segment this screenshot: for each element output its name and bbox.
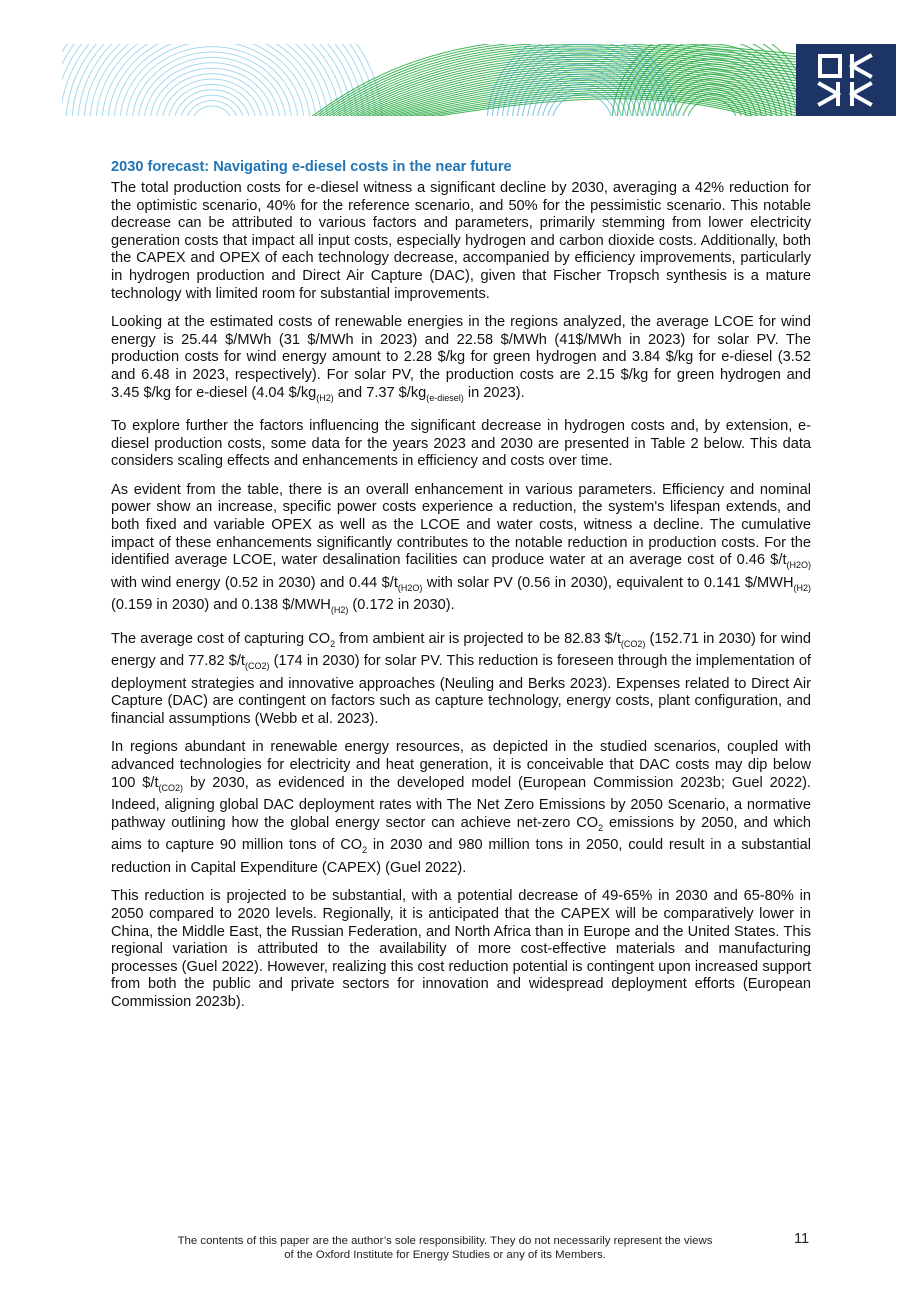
wave-line: [108, 44, 316, 116]
subscript: (CO2): [620, 638, 646, 649]
text-run: and 7.37 $/kg: [333, 384, 427, 401]
text-run: (174 in 2030) for solar PV. This reduction is foreseen through the implementation of deployment strategies and innovative approaches (Neuling and Berks 2023). Expenses related to Direct Air Capture (DAC) are contingent on factors such as capture technology, energy costs, plant configuration, and financial assumptions (Webb et al. 2023).: [111, 653, 811, 727]
text-run: In regions abundant in renewable energy resources, as depicted in the studied scenarios, coupled with advanced technologies for electricity and heat generation, it is conceivable that DAC costs may dip below 100 $/t: [111, 739, 811, 791]
subscript: (e-diesel): [426, 392, 464, 403]
text-run: Looking at the estimated costs of renewable energies in the regions analyzed, the average LCOE for wind energy is 25.44 $/MWh (31 $/MWh in 2023) and 22.58 $/MWh (41$/MWh in 2023) for solar PV. The production costs for wind energy amount to 2.28 $/kg for green hydrogen and 3.84 $/kg for e-diesel (3.52 and 6.48 in 2023, respectively). For solar PV, the production costs are 2.15 $/kg for green hydrogen and 3.45 $/kg for e-diesel (4.04 $/kg: [111, 314, 811, 401]
wave-line: [114, 44, 310, 116]
paragraph-1: [111, 180, 811, 303]
green-blue-wave-banner: [62, 44, 896, 116]
subscript: (H2O): [397, 582, 423, 593]
disclaimer-line-2: of the Oxford Institute for Energy Studies or any of its Members.: [284, 1249, 606, 1261]
subscript: (H2): [793, 582, 811, 593]
subscript: (CO2): [244, 661, 270, 672]
text-run: The average cost of capturing CO: [111, 630, 331, 647]
document-body: [111, 158, 811, 1023]
section-heading: 2030 forecast: Navigating e-diesel costs in the near future: [111, 159, 512, 175]
text-run: (0.172 in 2030).: [348, 597, 455, 614]
subscript: 2: [598, 822, 604, 833]
disclaimer-line-1: The contents of this paper are the author’s sole responsibility. They do not necessarily represent the views: [177, 1235, 713, 1247]
text-run: This reduction is projected to be substantial, with a potential decrease of 49-65% in 2030 and 65-80% in 2050 compared to 2020 levels. Regionally, it is anticipated that the CAPEX will be comparatively lower in China, the Middle East, the Russian Federation, and North Africa than in Europe and the United States. This regional variation is attributed to the availability of more cost-effective materials and manufacturing processes (Guel 2022). However, realizing this cost reduction potential is contingent upon increased support from both the public and private sectors for innovation and widespread deployment efforts (European Commission 2023b).: [111, 888, 811, 1010]
paragraph-7: [111, 888, 811, 1011]
wave-line: [78, 44, 346, 116]
wave-line: [192, 106, 232, 116]
paragraph-3: [111, 418, 811, 471]
text-run: in 2030 and 980 million tons in 2050, could result in a substantial reduction in Capital Expenditure (CAPEX) (Guel 2022).: [111, 837, 812, 876]
text-run: The total production costs for e-diesel witness a significant decline by 2030, averaging a 42% reduction for the optimistic scenario, 40% for the reference scenario, and 50% for the pessimistic scenario. This notable decrease can be attributed to various factors and parameters, primarily stemming from lower electricity generation costs that impact all input costs, especially hydrogen and carbon dioxide costs. Additionally, both the CAPEX and OPEX of each technology decrease, accompanied by efficiency improvements, particularly in hydrogen production and Direct Air Capture (DAC), given that Fischer Tropsch synthesis is a mature technology with limited room for substantial improvements.: [111, 180, 811, 302]
footer-disclaimer: [140, 1234, 750, 1262]
subscript: (H2): [330, 605, 349, 616]
wave-line: [96, 44, 328, 116]
text-run: from ambient air is projected to be 82.83 $/t: [335, 630, 621, 647]
paragraph-6: [111, 739, 811, 877]
wave-line: [138, 57, 286, 116]
subscript: (CO2): [158, 782, 184, 793]
wave-line: [186, 101, 238, 116]
page-number: 11: [794, 1231, 810, 1247]
text-run: (0.159 in 2030) and 0.138 $/MWH: [111, 597, 331, 614]
text-run: emissions by 2050, and which aims to capture 90 million tons of CO: [111, 814, 811, 854]
wave-line: [174, 90, 250, 116]
paragraph-5: [111, 631, 811, 729]
oies-logo: [796, 44, 896, 116]
text-run: with wind energy (0.52 in 2030) and 0.44 $/t: [111, 574, 398, 591]
text-run: (152.71 in 2030) for wind energy and 77.82 $/t: [111, 630, 811, 670]
subscript: 2: [362, 845, 368, 856]
wave-graphic: [62, 44, 896, 116]
subscript: 2: [330, 638, 336, 649]
text-run: As evident from the table, there is an overall enhancement in various parameters. Efficiency and nominal power show an increase, specific power costs experience a reduction, the system's lifespan extends, and both fixed and variable OPEX as well as the LCOE and water costs, witness a decline. The cumulative impact of these enhancements significantly contributes to the notable reduction in production costs. For the identified average LCOE, water desalination facilities can produce water at an average cost of 0.46 $/t: [111, 481, 811, 569]
paragraph-2: [111, 314, 811, 407]
paragraph-4: [111, 482, 811, 620]
text-run: with solar PV (0.56 in 2030), equivalent to 0.141 $/MWH: [422, 574, 794, 591]
text-run: in 2023).: [463, 384, 525, 401]
subscript: (H2): [316, 392, 334, 403]
text-run: by 2030, as evidenced in the developed model (European Commission 2023b; Guel 2022). Indeed, aligning global DAC deployment rates with The Net Zero Emissions by 2050 Scenario, a normative pathway outlining how the global energy sector can achieve net-zero CO: [111, 774, 811, 831]
oies-logo-mark: [796, 44, 896, 116]
text-run: To explore further the factors influencing the significant decrease in hydrogen costs and, by extension, e-diesel production costs, some data for the years 2023 and 2030 are presented in Table 2 below. This data considers scaling effects and enhancements in efficiency and costs over time.: [111, 418, 811, 470]
subscript: (H2O): [786, 560, 811, 571]
